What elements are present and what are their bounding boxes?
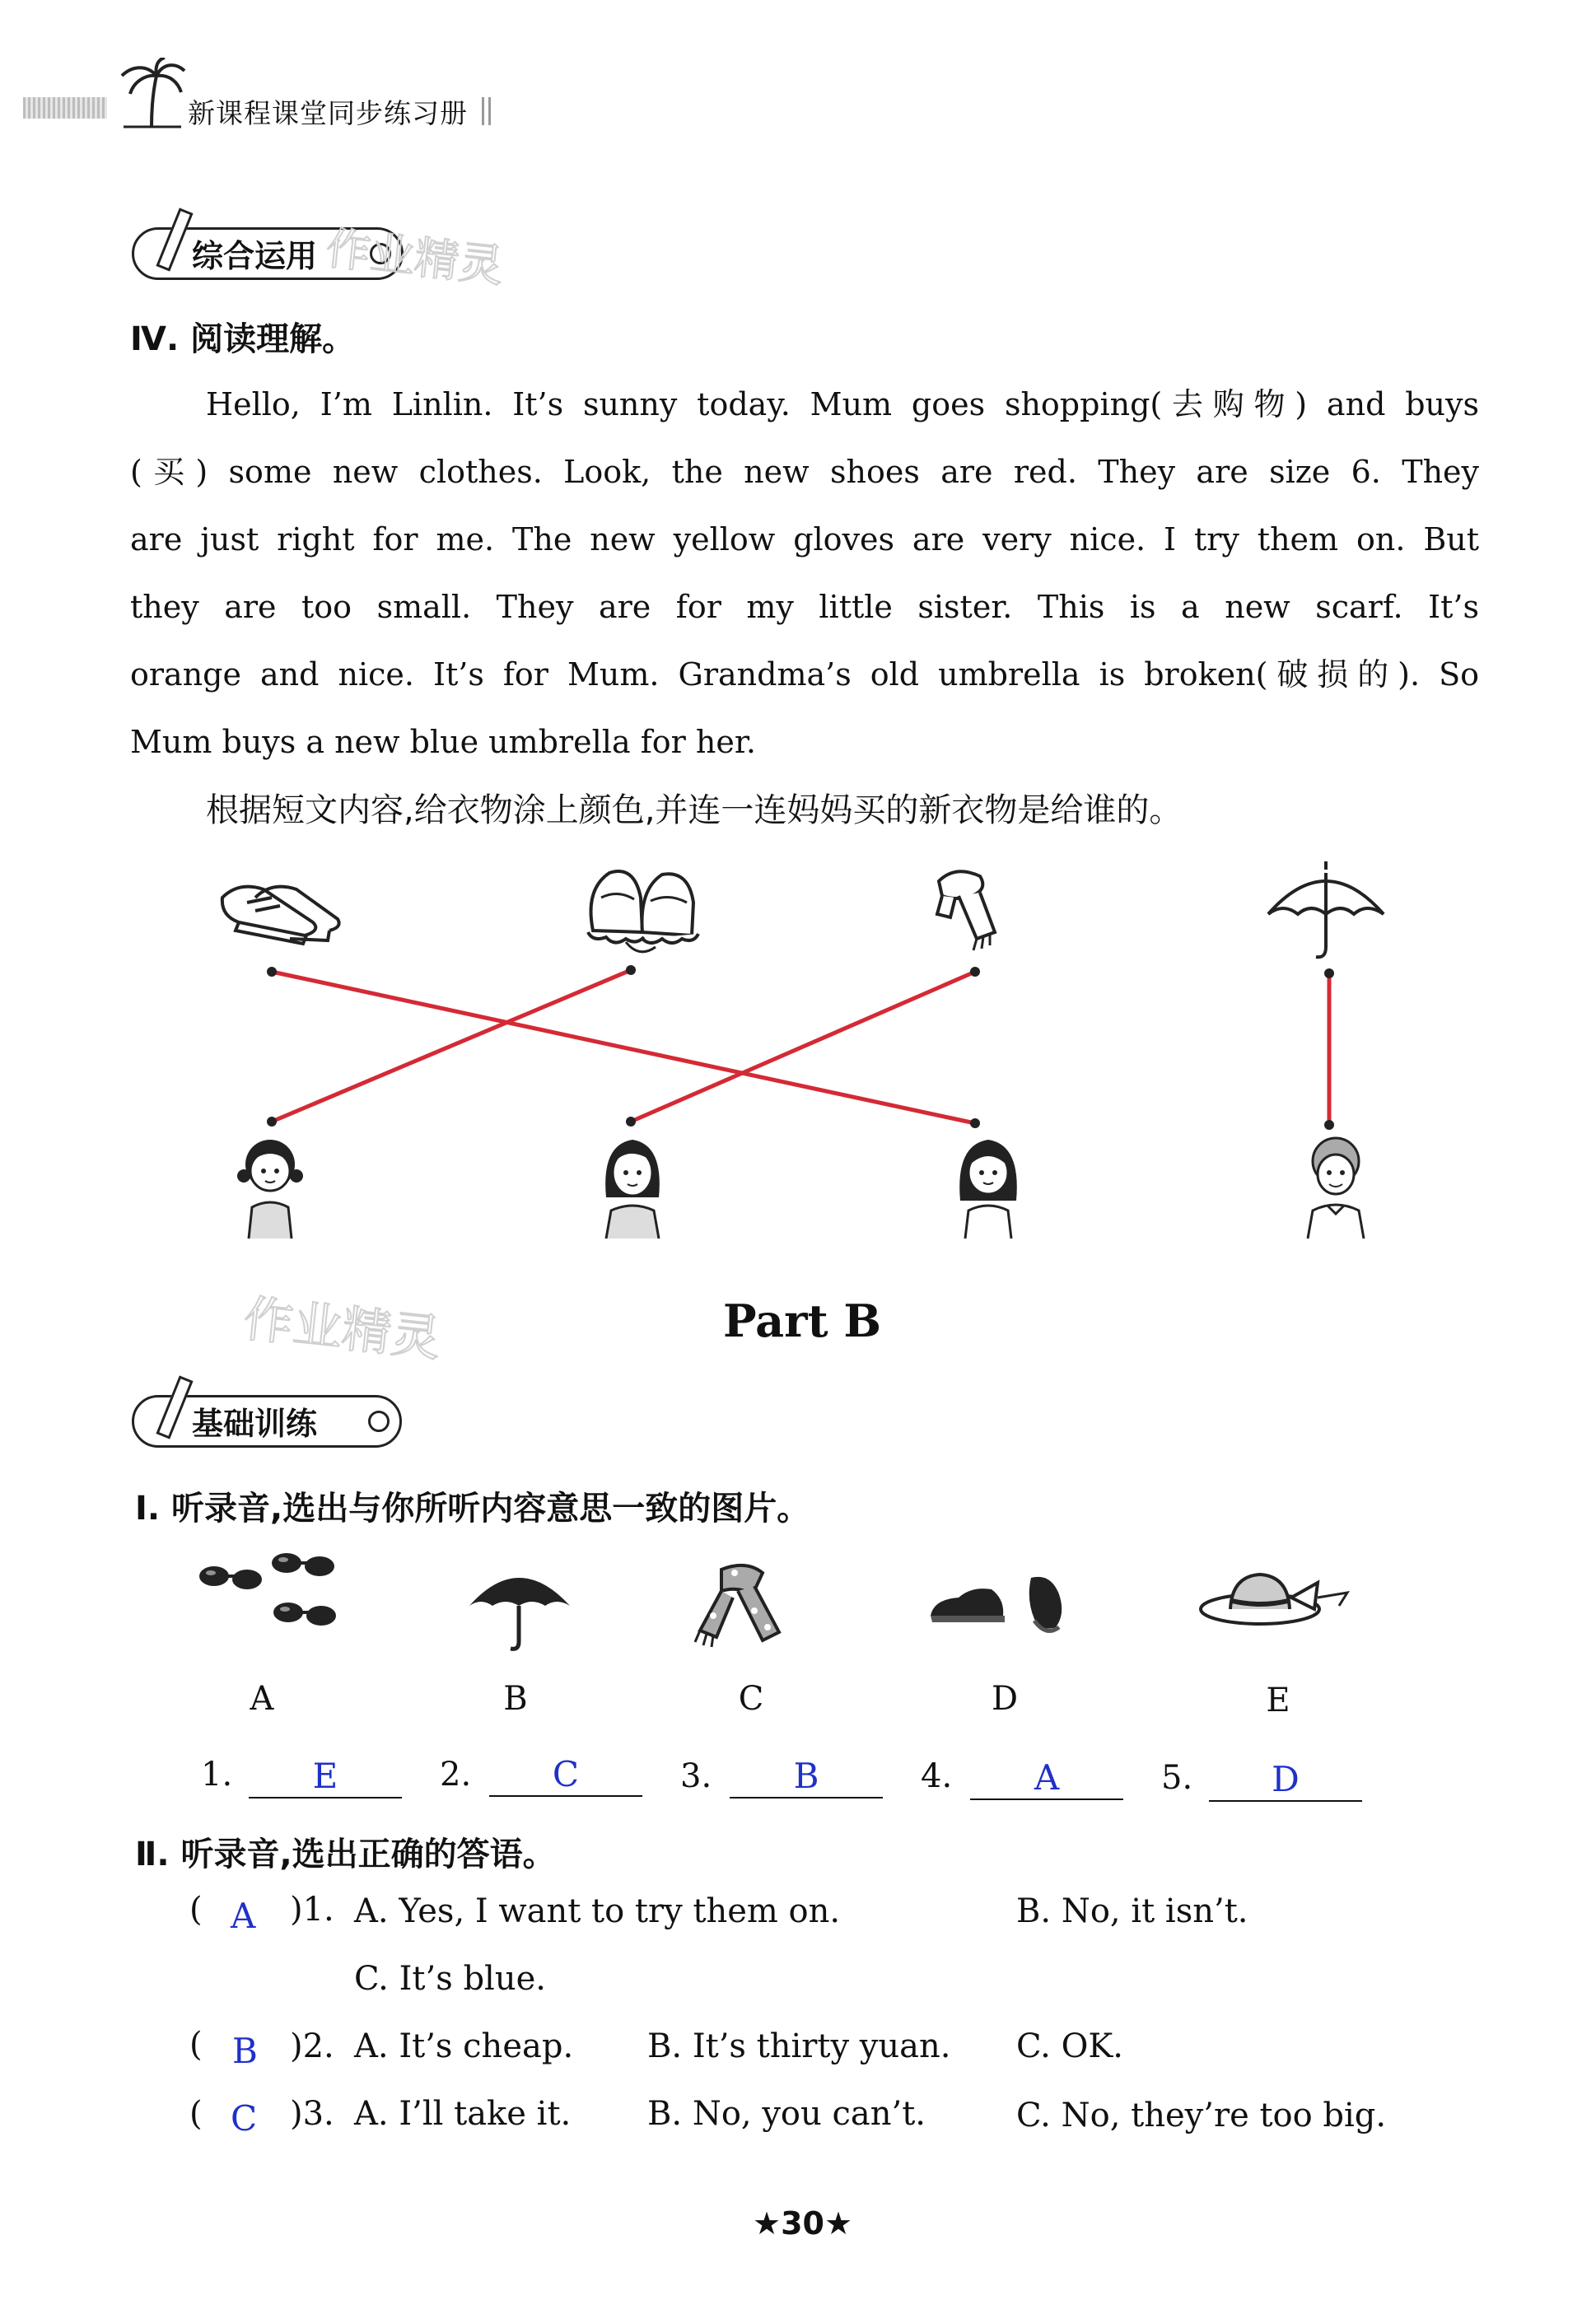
answer-blank-4[interactable]: A (970, 1757, 1123, 1800)
question-answer-3[interactable]: C (231, 2098, 258, 2139)
watermark-2: 作业精灵 (240, 1290, 444, 1369)
match-line-shoes (272, 972, 975, 1123)
answer-blank-3[interactable]: B (730, 1756, 883, 1798)
passage-line-1: Hello, I’m Linlin. It’s sunny today. Mum goes shopping(去购物) and buys (206, 386, 1479, 422)
option-a: A. I’ll take it. (354, 2095, 572, 2133)
listening-heading-2: Ⅱ. 听录音,选出正确的答语。 (135, 1836, 556, 1873)
question-answer-1[interactable]: A (231, 1896, 256, 1936)
answer-blank-2[interactable]: C (489, 1754, 642, 1797)
grandma-icon (1298, 1128, 1374, 1240)
shoes-d-icon (926, 1570, 1082, 1644)
match-dot[interactable] (970, 967, 980, 977)
match-dot[interactable] (970, 1118, 980, 1128)
picture-letter-a: A (250, 1680, 274, 1718)
paren-open: ( (189, 1891, 203, 1929)
blank-number: 5. (1161, 1759, 1193, 1797)
picture-letter-d: D (991, 1680, 1019, 1718)
match-dot[interactable] (626, 965, 636, 975)
section-badge-basic (132, 1395, 402, 1448)
option-b: B. No, you can’t. (647, 2095, 926, 2133)
listening-heading-1: Ⅰ. 听录音,选出与你所听内容意思一致的图片。 (135, 1490, 810, 1528)
scarf-c-icon (688, 1561, 796, 1660)
picture-letter-c: C (738, 1680, 764, 1718)
paren-open: ( (189, 2026, 203, 2064)
option-b: B. It’s thirty yuan. (647, 2027, 951, 2065)
blank-number: 1. (201, 1756, 233, 1794)
blank-number: 4. (921, 1757, 953, 1795)
passage-line-3: are just right for me. The new yellow gloves are very nice. I try them on. But (130, 521, 1479, 558)
option-c: C. No, they’re too big. (1016, 2097, 1387, 2134)
sunglasses-icon (193, 1551, 357, 1659)
answer-blank-1[interactable]: E (249, 1756, 402, 1798)
match-dot[interactable] (267, 1117, 277, 1127)
picture-letter-e: E (1266, 1682, 1290, 1719)
option-c: C. OK. (1016, 2027, 1123, 2065)
section-badge-label: 基础训练 (192, 1406, 318, 1442)
watermark: 作业精灵 (323, 222, 506, 293)
question-number: )3. (290, 2095, 334, 2133)
picture-letter-b: B (503, 1680, 528, 1718)
match-line-gloves (272, 970, 631, 1122)
section-badge-label: 综合运用 (192, 238, 318, 274)
passage-line-6: Mum buys a new blue umbrella for her. (130, 724, 756, 760)
match-dot[interactable] (1324, 968, 1334, 978)
page-number: ★30★ (753, 2205, 853, 2242)
blank-number: 3. (680, 1757, 712, 1795)
option-b: B. No, it isn’t. (1016, 1892, 1248, 1930)
match-dot[interactable] (267, 967, 277, 977)
passage-line-5: orange and nice. It’s for Mum. Grandma’s old umbrella is broken(破损的). So (130, 656, 1479, 693)
reading-heading: Ⅳ. 阅读理解。 (130, 320, 356, 358)
question-number: )1. (290, 1891, 334, 1929)
part-title: Part B (723, 1295, 881, 1347)
umbrella-b-icon (466, 1561, 573, 1652)
question-answer-2[interactable]: B (232, 2031, 258, 2071)
match-line-scarf (631, 972, 975, 1122)
option-a: A. Yes, I want to try them on. (354, 1892, 841, 1930)
pencil-icon (156, 1375, 193, 1439)
series-title: 新课程课堂同步练习册 (188, 97, 468, 129)
answer-blank-5[interactable]: D (1209, 1759, 1362, 1802)
paren-open: ( (189, 2095, 203, 2133)
option-c: C. It’s blue. (354, 1960, 546, 1998)
match-dot[interactable] (626, 1117, 636, 1127)
hat-e-icon (1194, 1565, 1351, 1647)
option-a: A. It’s cheap. (354, 2027, 574, 2065)
little-sister-icon (232, 1128, 308, 1240)
linlin-icon (950, 1128, 1026, 1240)
mum-icon (595, 1128, 670, 1240)
blank-number: 2. (440, 1756, 472, 1794)
matching-instruction: 根据短文内容,给衣物涂上颜色,并连一连妈妈买的新衣物是给谁的。 (206, 791, 1183, 829)
passage-line-4: they are too small. They are for my little sister. This is a new scarf. It’s (130, 589, 1479, 625)
question-number: )2. (290, 2027, 334, 2065)
passage-line-2: (买) some new clothes. Look, the new shoes are red. They are size 6. They (130, 454, 1479, 490)
